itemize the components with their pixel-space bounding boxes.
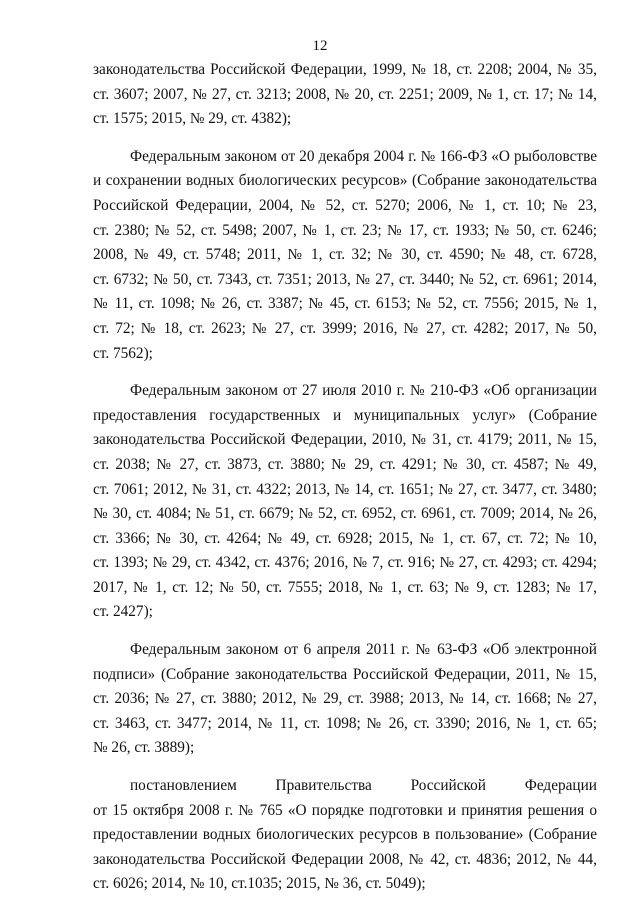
paragraph-resolution-765: [93, 774, 597, 897]
text-line: ст. 3366; № 30, ст. 4264; № 49, ст. 6928; 2015, № 1, ст. 67, ст. 72; № 10,: [93, 529, 597, 547]
text-line: ст. 1393; № 29, ст. 4342, ст. 4376; 2016, № 7, ст. 916; № 27, ст. 4293; ст. 4294;: [93, 554, 597, 572]
text-line: законодательства Российской Федерации, 2010, № 31, ст. 4179; 2011, № 15,: [93, 431, 597, 449]
text-line: и сохранении водных биологических ресурсов» (Собрание законодательства: [93, 172, 597, 190]
text-line: 2008, № 49, ст. 5748; 2011, № 1, ст. 32; № 30, ст. 4590; № 48, ст. 6728,: [93, 246, 597, 264]
document-body: [93, 58, 597, 897]
text-line: подписи» (Собрание законодательства Российской Федерации, 2011, № 15,: [93, 665, 597, 683]
page-number: 12: [312, 38, 328, 54]
text-line: Федеральным законом от 20 декабря 2004 г. № 166-ФЗ «О рыболовстве: [130, 147, 597, 165]
text-line: постановлением Правительства Российской Федерации: [130, 777, 597, 795]
paragraph-law-166fz: [93, 145, 597, 366]
text-line: ст. 2038; № 27, ст. 3873, ст. 3880; № 29, ст. 4291; № 30, ст. 4587; № 49,: [93, 455, 597, 473]
paragraph-law-63fz: [93, 638, 597, 761]
text-line: законодательства Российской Федерации, 1999, № 18, ст. 2208; 2004, № 35,: [93, 61, 597, 78]
paragraph-continuation: [93, 58, 597, 132]
text-line: ст. 3607; 2007, № 27, ст. 3213; 2008, № 20, ст. 2251; 2009, № 1, ст. 17; № 14,: [93, 85, 597, 103]
text-line: Федеральным законом от 27 июля 2010 г. № 210-ФЗ «Об организации: [130, 382, 597, 400]
text-line: от 15 октября 2008 г. № 765 «О порядке подготовки и принятия решения о: [93, 801, 597, 819]
text-line: № 30, ст. 4084; № 51, ст. 6679; № 52, ст. 6952, ст. 6961, ст. 7009; 2014, № 26,: [93, 505, 597, 523]
text-line: Российской Федерации, 2004, № 52, ст. 5270; 2006, № 1, ст. 10; № 23,: [93, 196, 597, 214]
text-line: предоставлении водных биологических ресурсов в пользование» (Собрание: [93, 826, 597, 844]
text-line: ст. 2427);: [93, 603, 153, 621]
text-line: законодательства Российской Федерации 2008, № 42, ст. 4836; 2012, № 44,: [93, 850, 597, 868]
text-line: ст. 2380; № 52, ст. 5498; 2007, № 1, ст. 23; № 17, ст. 1933; № 50, ст. 6246;: [93, 221, 597, 239]
text-line: ст. 2036; № 27, ст. 3880; 2012, № 29, ст. 3988; 2013, № 14, ст. 1668; № 27,: [93, 690, 597, 708]
text-line: ст. 72; № 18, ст. 2623; № 27, ст. 3999; 2016, № 27, ст. 4282; 2017, № 50,: [93, 319, 597, 337]
text-line: предоставления государственных и муниципальных услуг» (Собрание: [93, 406, 597, 424]
text-line: ст. 7061; 2012, № 31, ст. 4322; 2013, № 14, ст. 1651; № 27, ст. 3477, ст. 3480;: [93, 480, 597, 498]
text-line: ст. 7562);: [93, 344, 153, 362]
paragraph-law-210fz: [93, 379, 597, 625]
text-line: № 11, ст. 1098; № 26, ст. 3387; № 45, ст. 6153; № 52, ст. 7556; 2015, № 1,: [93, 295, 597, 313]
text-line: ст. 3463, ст. 3477; 2014, № 11, ст. 1098; № 26, ст. 3390; 2016, № 1, ст. 65;: [93, 714, 597, 732]
text-line: № 26, ст. 3889);: [93, 739, 195, 757]
text-line: 2017, № 1, ст. 12; № 50, ст. 7555; 2018, № 1, ст. 63; № 9, ст. 1283; № 17,: [93, 578, 597, 596]
text-line: ст. 6732; № 50, ст. 7343, ст. 7351; 2013, № 27, ст. 3440; № 52, ст. 6961; 2014,: [93, 270, 597, 288]
text-line: Федеральным законом от 6 апреля 2011 г. № 63-ФЗ «Об электронной: [130, 641, 597, 659]
text-line: ст. 6026; 2014, № 10, ст.1035; 2015, № 36, ст. 5049);: [93, 875, 426, 893]
text-line: ст. 1575; 2015, № 29, ст. 4382);: [93, 110, 292, 128]
